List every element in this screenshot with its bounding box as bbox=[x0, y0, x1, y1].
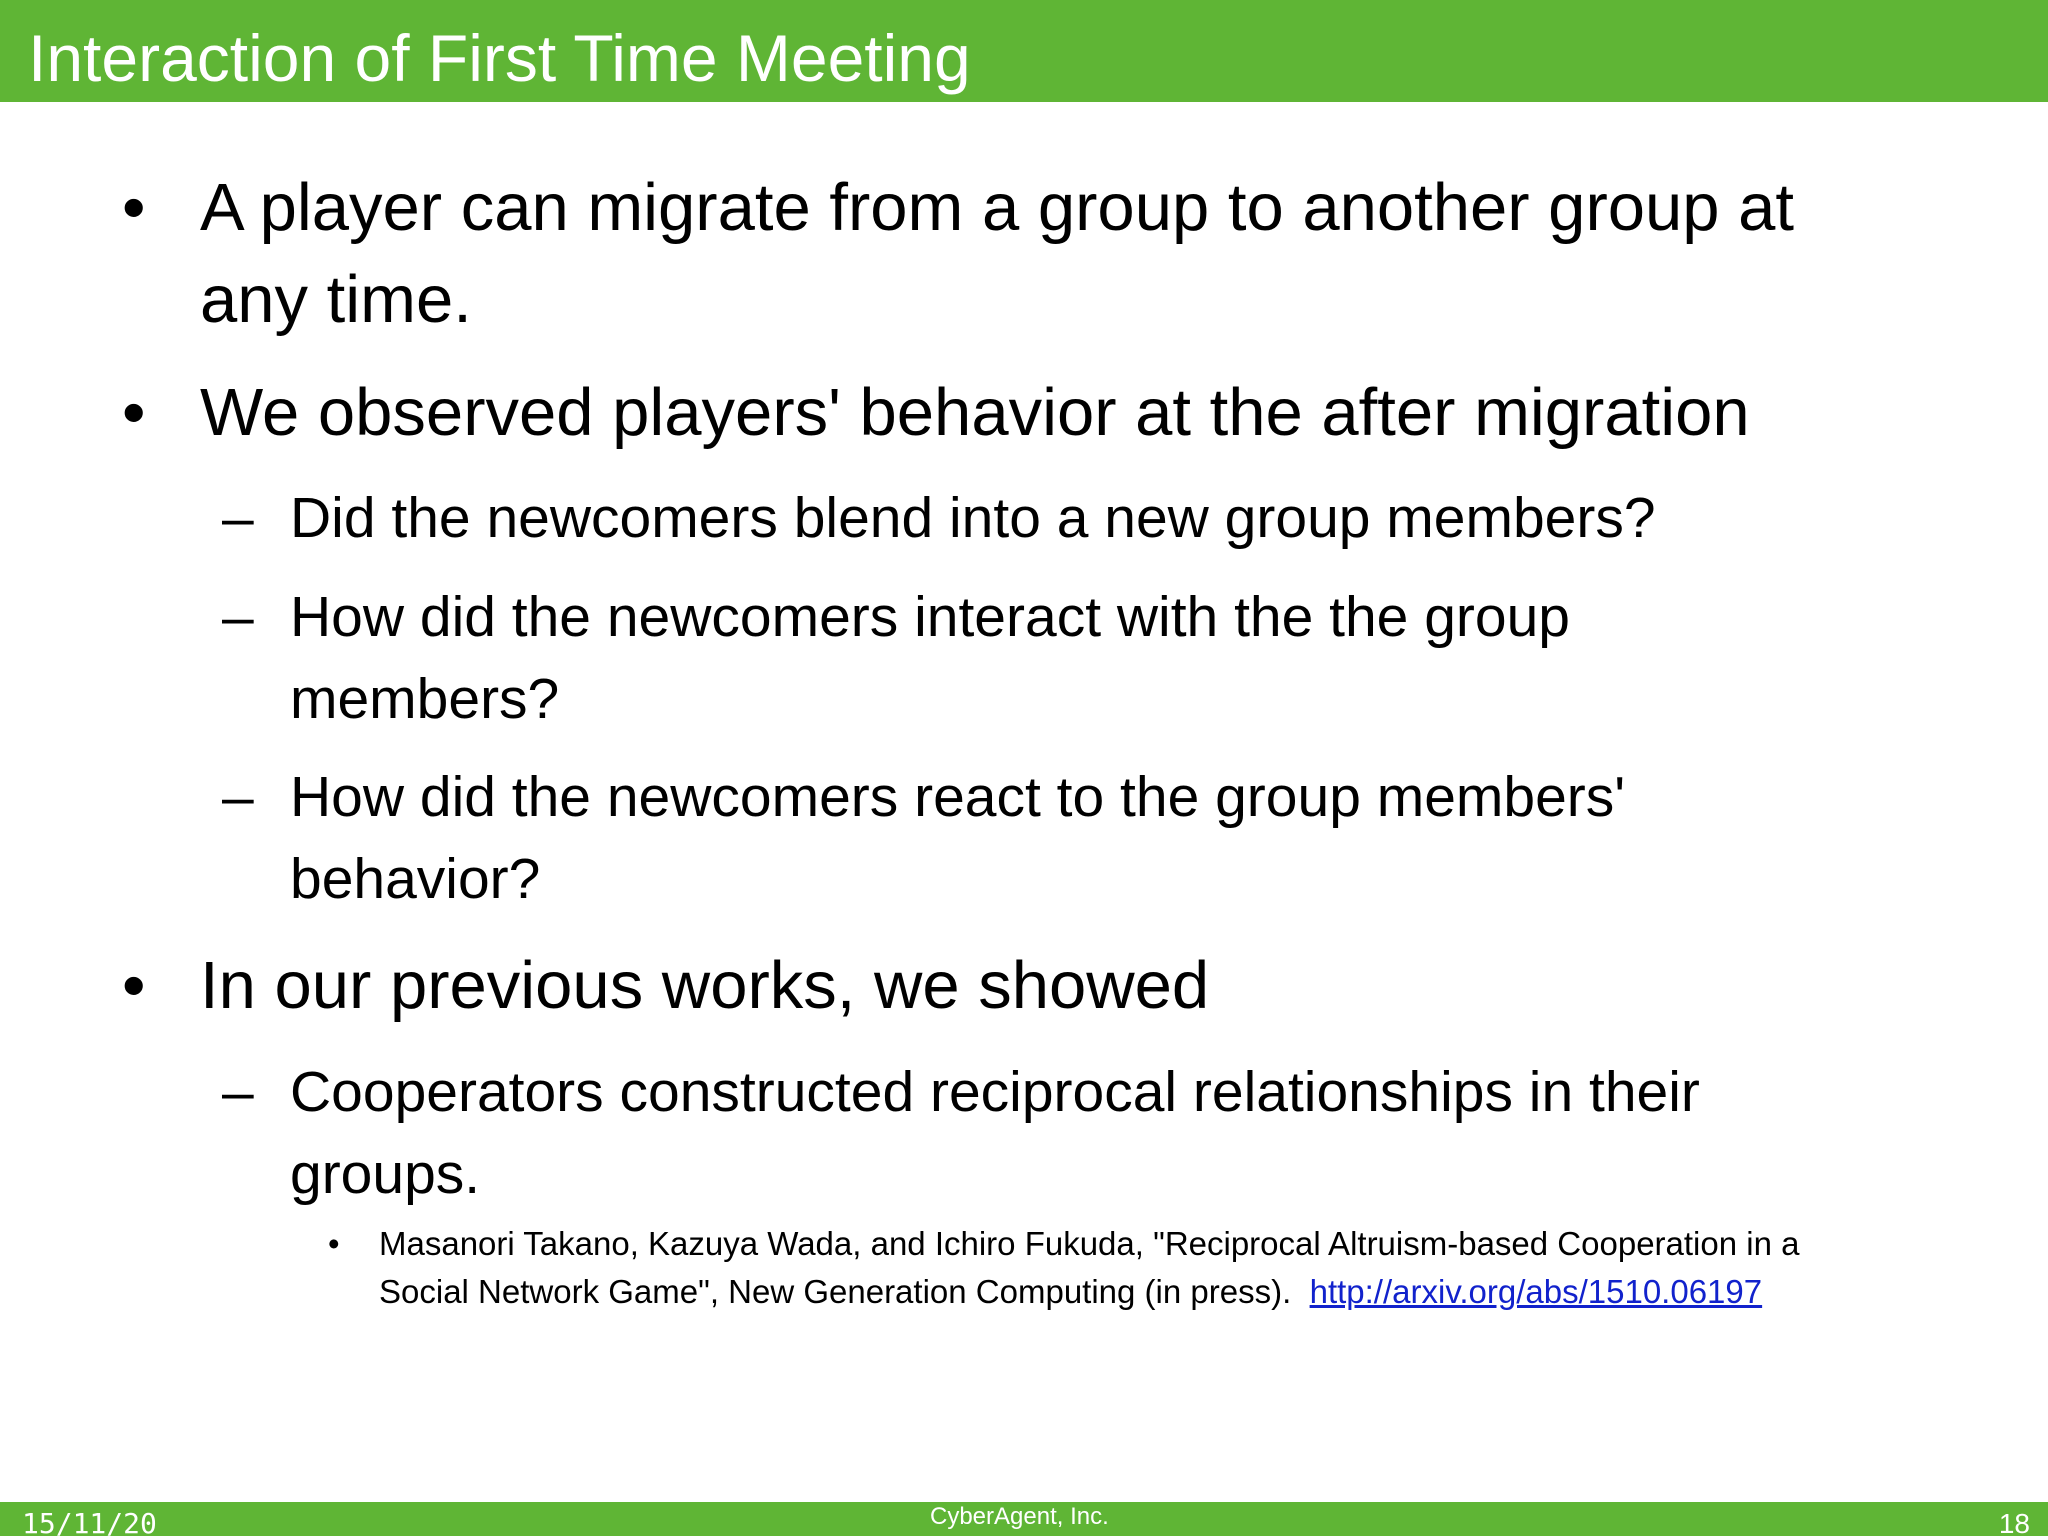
reference-line-2 bbox=[379, 1268, 1762, 1316]
page-number: 18 bbox=[1998, 1508, 2030, 1539]
sub-bullet-3-1-line-2: groups. bbox=[290, 1142, 481, 1206]
bullet-marker: • bbox=[122, 948, 146, 1023]
footer-date: 15/11/20 bbox=[22, 1507, 157, 1540]
sub-bullet-marker: – bbox=[222, 1060, 254, 1124]
reference-citation-text: Social Network Game", New Generation Computing (in press). bbox=[379, 1273, 1292, 1310]
sub-bullet-2-1-line-1: Did the newcomers blend into a new group members? bbox=[290, 486, 1656, 550]
footer-company: CyberAgent, Inc. bbox=[930, 1503, 1109, 1530]
sub-bullet-2-3-line-1: How did the newcomers react to the group members' bbox=[290, 765, 1626, 829]
bullet-marker: • bbox=[122, 375, 146, 450]
sub-bullet-2-2-line-1: How did the newcomers interact with the the group bbox=[290, 585, 1570, 649]
bullet-1-line-1: A player can migrate from a group to another group at bbox=[200, 170, 1795, 245]
arxiv-link[interactable]: http://arxiv.org/abs/1510.06197 bbox=[1309, 1273, 1763, 1310]
sub-bullet-2-3-line-2: behavior? bbox=[290, 847, 541, 911]
bullet-1-line-2: any time. bbox=[200, 262, 472, 337]
sub-bullet-3-1-line-1: Cooperators constructed reciprocal relationships in their bbox=[290, 1060, 1700, 1124]
reference-line-1: Masanori Takano, Kazuya Wada, and Ichiro Fukuda, "Reciprocal Altruism-based Cooperation in a bbox=[379, 1225, 1800, 1262]
reference-bullet-marker: • bbox=[328, 1225, 340, 1262]
sub-bullet-marker: – bbox=[222, 765, 254, 829]
slide-title: Interaction of First Time Meeting bbox=[28, 21, 971, 95]
bullet-2-line-1: We observed players' behavior at the after migration bbox=[200, 375, 1750, 450]
bullet-3-line-1: In our previous works, we showed bbox=[200, 948, 1210, 1023]
sub-bullet-2-2-line-2: members? bbox=[290, 667, 560, 731]
sub-bullet-marker: – bbox=[222, 585, 254, 649]
sub-bullet-marker: – bbox=[222, 486, 254, 550]
bullet-marker: • bbox=[122, 170, 146, 245]
